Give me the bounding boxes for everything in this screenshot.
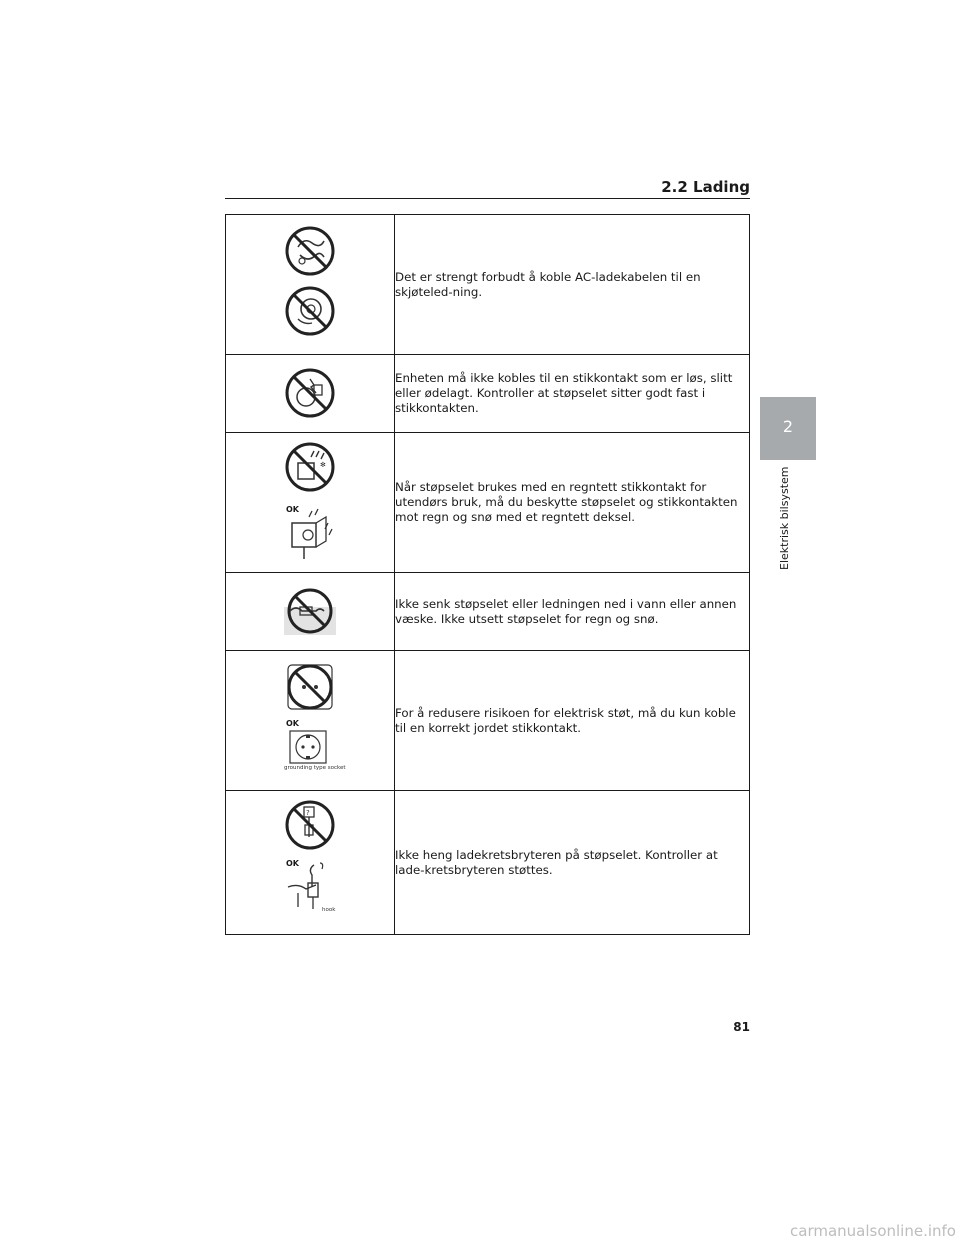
table-row bbox=[226, 215, 750, 355]
image-cell bbox=[226, 433, 395, 573]
table-row bbox=[226, 791, 750, 935]
section-title: 2.2 Lading bbox=[661, 178, 750, 196]
ok-label: OK bbox=[286, 859, 299, 868]
table-row bbox=[226, 573, 750, 651]
chapter-label: Elektrisk bilsystem bbox=[778, 466, 791, 570]
ok-label: OK bbox=[286, 505, 299, 514]
prohibited-extension-cord-icon bbox=[284, 225, 336, 277]
table-row bbox=[226, 433, 750, 573]
hook-caption: hook bbox=[322, 907, 336, 913]
ok-label: OK bbox=[286, 719, 299, 728]
prohibited-ungrounded-socket-icon bbox=[284, 661, 336, 713]
instruction-text: Det er strengt forbudt å koble AC-ladekabelen til en skjøteled-ning. bbox=[395, 215, 750, 355]
page-number: 81 bbox=[733, 1020, 750, 1034]
watermark: carmanualsonline.info bbox=[790, 1222, 956, 1240]
instruction-text: Ikke senk støpselet eller ledningen ned i vann eller annen væske. Ikke utsett støpselet for regn og snø. bbox=[395, 573, 750, 651]
image-cell bbox=[226, 651, 395, 791]
prohibited-plug-in-water-icon bbox=[282, 587, 338, 637]
socket-caption: grounding type socket bbox=[284, 765, 346, 771]
supported-control-box-icon bbox=[284, 857, 340, 913]
safety-table bbox=[225, 214, 750, 935]
instruction-text: Når støpselet brukes med en regntett stikkontakt for utendørs bruk, må du beskytte støpselet og stikkontakten mot regn og snø med et regntett deksel. bbox=[395, 433, 750, 573]
table-row bbox=[226, 651, 750, 791]
image-cell bbox=[226, 355, 395, 433]
image-cell bbox=[226, 573, 395, 651]
prohibited-damaged-socket-icon bbox=[284, 367, 336, 419]
instruction-text: For å redusere risikoen for elektrisk støt, må du kun koble til en korrekt jordet stikkontakt. bbox=[395, 651, 750, 791]
prohibited-socket-in-rain-icon bbox=[284, 441, 336, 493]
svg-text:?: ? bbox=[306, 809, 310, 817]
instruction-text: Enheten må ikke kobles til en stikkontakt som er løs, slitt eller ødelagt. Kontroller at støpselet sitter godt fast i stikkontakten. bbox=[395, 355, 750, 433]
prohibited-cable-reel-icon bbox=[284, 285, 336, 337]
header-divider bbox=[225, 198, 750, 199]
prohibited-hanging-control-box-icon bbox=[284, 799, 336, 851]
image-cell bbox=[226, 215, 395, 355]
grounded-socket-icon bbox=[288, 729, 328, 765]
image-cell bbox=[226, 791, 395, 935]
svg-text:✻: ✻ bbox=[320, 461, 326, 469]
chapter-tab bbox=[760, 397, 816, 460]
chapter-number: 2 bbox=[782, 417, 794, 436]
table-row bbox=[226, 355, 750, 433]
covered-outdoor-socket-icon bbox=[288, 505, 338, 561]
instruction-text: Ikke heng ladekretsbryteren på støpselet. Kontroller at lade-kretsbryteren støttes. bbox=[395, 791, 750, 935]
